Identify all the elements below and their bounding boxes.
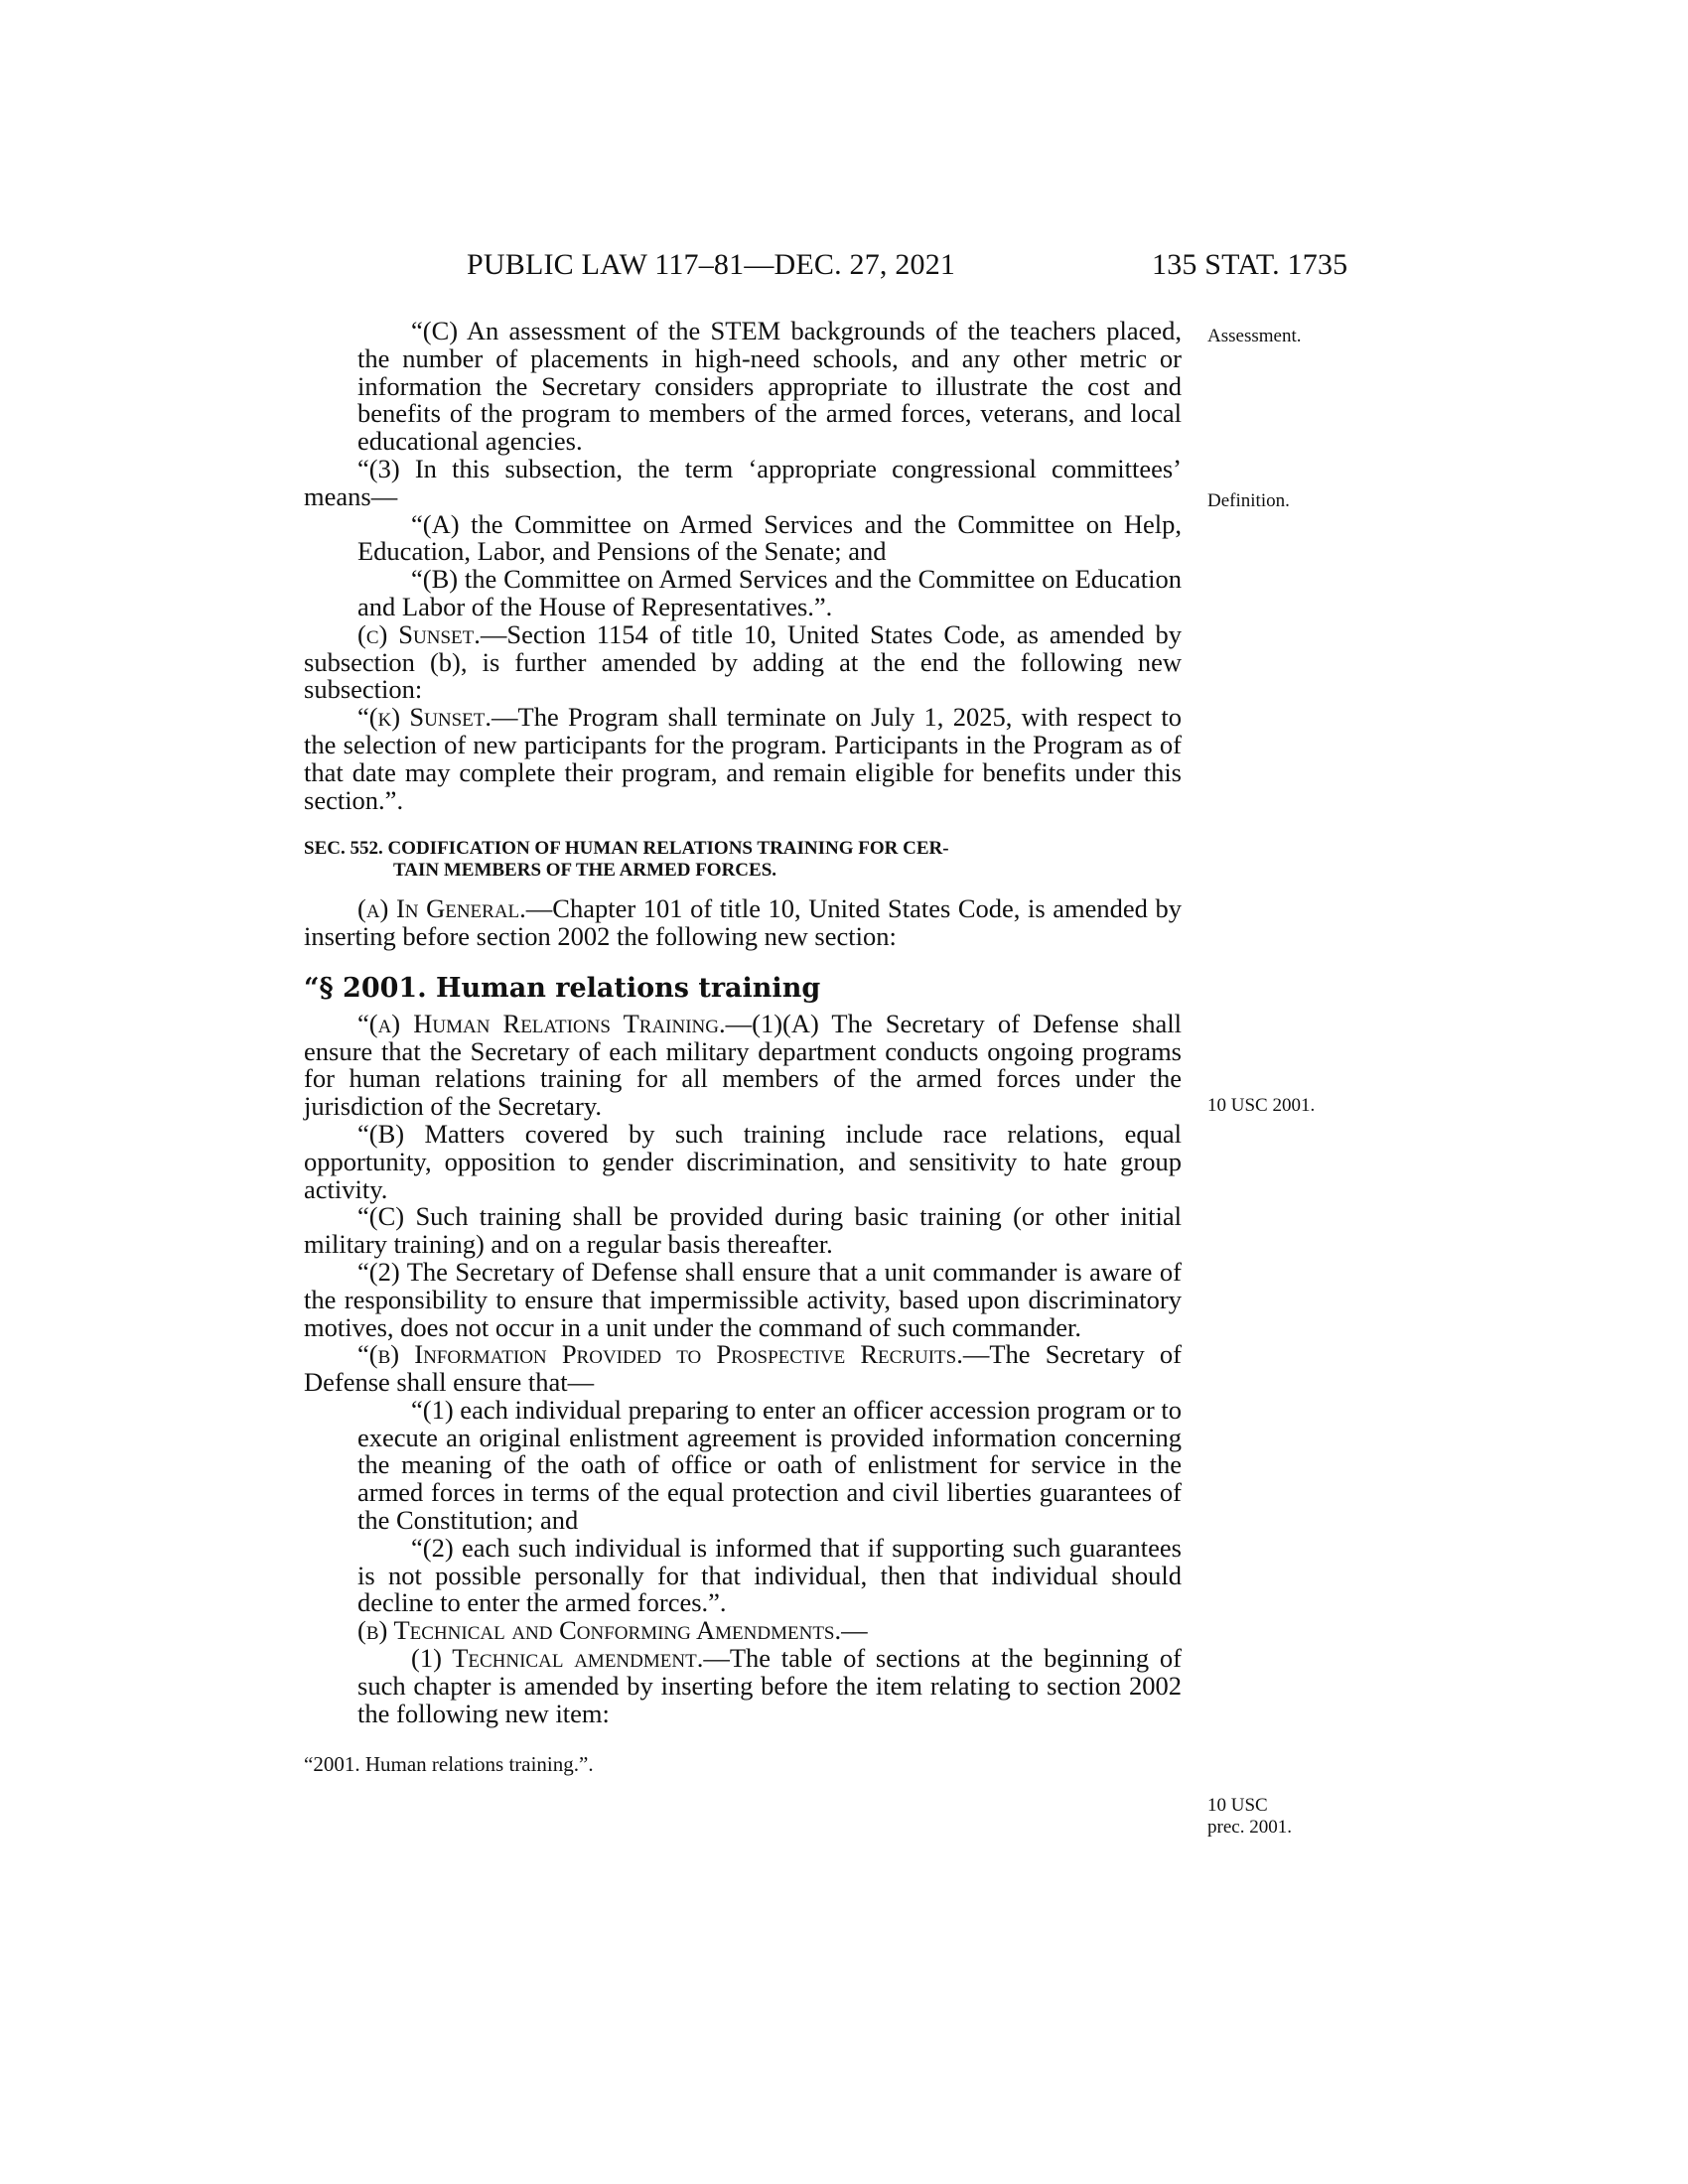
- paragraph-1-technical-amendment: [304, 1645, 1182, 1727]
- page-header-stat: 135 STAT. 1735: [1152, 248, 1348, 281]
- text-information-recruits: .—The Secretary of Defense shall ensure that—: [304, 1339, 1182, 1398]
- margin-note-assessment: Assessment.: [1207, 326, 1302, 346]
- usc-2001-heading: “§ 2001. Human relations training: [304, 972, 821, 1004]
- heading-sunset-k: “(k) Sunset: [357, 702, 486, 733]
- text-technical-conforming: .—: [834, 1615, 868, 1646]
- heading-technical-amendment: (1) Technical amendment: [411, 1643, 697, 1674]
- text-human-relations-training: .—(1)(A) The Secretary of Defense shall ensure that the Secretary of each military department conducts ongoing programs for human relations training for all members of the armed forces under the jurisdiction of the Secretary.: [304, 1008, 1183, 1122]
- heading-human-relations-training: “(a) Human Relations Training: [357, 1008, 719, 1038]
- paragraph-b2-decline: “(2) each such individual is informed that if supporting such guarantees is not possible personally for that individual, then that individual should decline to enter the armed forces.”.: [357, 1532, 1182, 1618]
- section-552-heading-line2: TAIN MEMBERS OF THE ARMED FORCES.: [393, 860, 777, 882]
- paragraph-b-information-recruits: [304, 1341, 1182, 1397]
- paragraph-a-in-general: [304, 895, 1182, 951]
- heading-sunset-c: (c) Sunset: [357, 618, 475, 649]
- text-sunset-k: .—The Program shall terminate on July 1, 2025, with respect to the selection of new participants for the program. Participants in the Program as of that date may complete their program, and remain eligible for benefits under this section.”.: [304, 702, 1182, 815]
- section-552-heading-line1: SEC. 552. CODIFICATION OF HUMAN RELATIONS TRAINING FOR CER-: [304, 838, 949, 860]
- text-sunset-c: .—Section 1154 of title 10, United States Code, as amended by subsection (b), is further amended by adding at the end the following new subsection:: [304, 618, 1182, 705]
- page-header-title: PUBLIC LAW 117–81—DEC. 27, 2021: [467, 248, 956, 281]
- text-in-general: .—Chapter 101 of title 10, United States Code, is amended by inserting before section 2002 the following new section:: [304, 893, 1183, 952]
- paragraph-2-unit-commander: “(2) The Secretary of Defense shall ensure that a unit commander is aware of the responsibility to ensure that impermissible activity, based upon discriminatory motives, does not occur in a unit under the command of such commander.: [304, 1256, 1182, 1342]
- margin-note-usc-prec-line2: prec. 2001.: [1207, 1817, 1292, 1838]
- margin-note-usc-prec-line1: 10 USC: [1207, 1795, 1268, 1816]
- paragraph-b-matters-covered: “(B) Matters covered by such training include race relations, equal opportunity, opposition to gender discrimination, and sensitivity to hate group activity.: [304, 1118, 1182, 1204]
- table-of-sections-new-item: “2001. Human relations training.”.: [304, 1752, 594, 1777]
- heading-technical-conforming: (b) Technical and Conforming Amendments: [357, 1615, 835, 1646]
- paragraph-b1-oath-information: “(1) each individual preparing to enter an officer accession program or to execute an original enlistment agreement is provided information concerning the meaning of the oath of office or oath of enlistment for service in the armed forces in terms of the equal protection and civil liberties guarantees of the Constitution; and: [357, 1394, 1182, 1536]
- paragraph-b-house-committees: “(B) the Committee on Armed Services and the Committee on Education and Labor of the House of Representatives.”.: [357, 564, 1182, 621]
- document-body: [304, 318, 1182, 1779]
- section-552-heading: [304, 838, 1182, 882]
- paragraph-c-training-schedule: “(C) Such training shall be provided during basic training (or other initial military training) and on a regular basis thereafter.: [304, 1201, 1182, 1260]
- paragraph-c-assessment: “(C) An assessment of the STEM backgrounds of the teachers placed, the number of placements in high-need schools, and any other metric or information the Secretary considers appropriate to illustrate the cost and benefits of the program to members of the armed forces, veterans, and local educational agencies.: [357, 316, 1182, 457]
- paragraph-a-senate-committees: “(A) the Committee on Armed Services and the Committee on Help, Education, Labor, and Pensions of the Senate; and: [357, 508, 1182, 567]
- heading-in-general: (a) In General: [357, 893, 520, 924]
- paragraph-c-sunset: [304, 618, 1182, 705]
- paragraph-a-human-relations-training: [304, 1008, 1183, 1122]
- heading-information-recruits: “(b) Information Provided to Prospective Recruits: [357, 1339, 957, 1370]
- margin-note-usc-2001: 10 USC 2001.: [1207, 1095, 1316, 1116]
- margin-note-definition: Definition.: [1207, 490, 1290, 511]
- paragraph-k-sunset: [304, 704, 1182, 814]
- paragraph-3-definition: “(3) In this subsection, the term ‘appropriate congressional committees’ means—: [304, 453, 1182, 511]
- text-technical-amendment: .—The table of sections at the beginning of such chapter is amended by inserting before the item relating to section 2002 the following new item:: [357, 1643, 1182, 1728]
- paragraph-b-technical-conforming: [304, 1617, 1182, 1645]
